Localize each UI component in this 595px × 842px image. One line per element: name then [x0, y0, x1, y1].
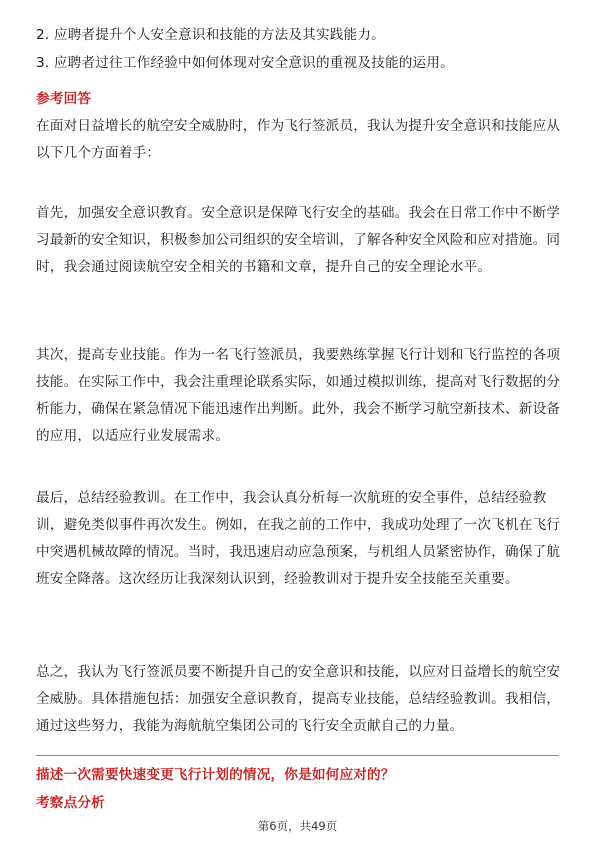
question-item: 3. 应聘者过往工作经验中如何体现对安全意识的重视及技能的运用。 — [36, 55, 454, 71]
answer-paragraph: 在面对日益增长的航空安全威胁时，作为飞行签派员，我认为提升安全意识和技能应从以下几个方面着手： — [36, 118, 561, 161]
answer-paragraph: 最后，总结经验教训。在工作中，我会认真分析每一次航班的安全事件，总结经验教训，避免类似事件再次发生。例如，在我之前的工作中，我成功处理了一次飞机在飞行中突遇机械故障的情况。当时，我迅速启动应急预案，与机组人员紧密协作，确保了航班安全降落。这次经历让我深刻认识到，经验教训对于提升安全技能至关重要。 — [36, 490, 561, 587]
answer-paragraph: 首先，加强安全意识教育。安全意识是保障飞行安全的基础。我会在日常工作中不断学习最新的安全知识，积极参加公司组织的安全培训，了解各种安全风险和应对措施。同时，我会通过阅读航空安全相关的书籍和文章，提升自己的安全理论水平。 — [36, 205, 561, 275]
answer-paragraph: 总之，我认为飞行签派员要不断提升自己的安全意识和技能，以应对日益增长的航空安全威胁。具体措施包括：加强安全意识教育，提高专业技能，总结经验教训。我相信，通过这些努力，我能为海航航空集团公司的飞行安全贡献自己的力量。 — [36, 664, 561, 734]
question-item: 2. 应聘者提升个人安全意识和技能的方法及其实践能力。 — [36, 27, 385, 43]
answer-heading: 参考回答 — [36, 91, 92, 107]
next-question-title: 描述一次需要快速变更飞行计划的情况，你是如何应对的？ — [36, 767, 395, 783]
next-section-heading: 考察点分析 — [36, 795, 105, 811]
page-footer: 第6页，共49页 — [257, 819, 338, 833]
answer-paragraph: 其次，提高专业技能。作为一名飞行签派员，我要熟练掌握飞行计划和飞行监控的各项技能。在实际工作中，我会注重理论联系实际，如通过模拟训练，提高对飞行数据的分析能力，确保在紧急情况下能迅速作出判断。此外，我会不断学习航空新技术、新设备的应用，以适应行业发展需求。 — [36, 347, 561, 444]
section-divider — [36, 755, 559, 756]
